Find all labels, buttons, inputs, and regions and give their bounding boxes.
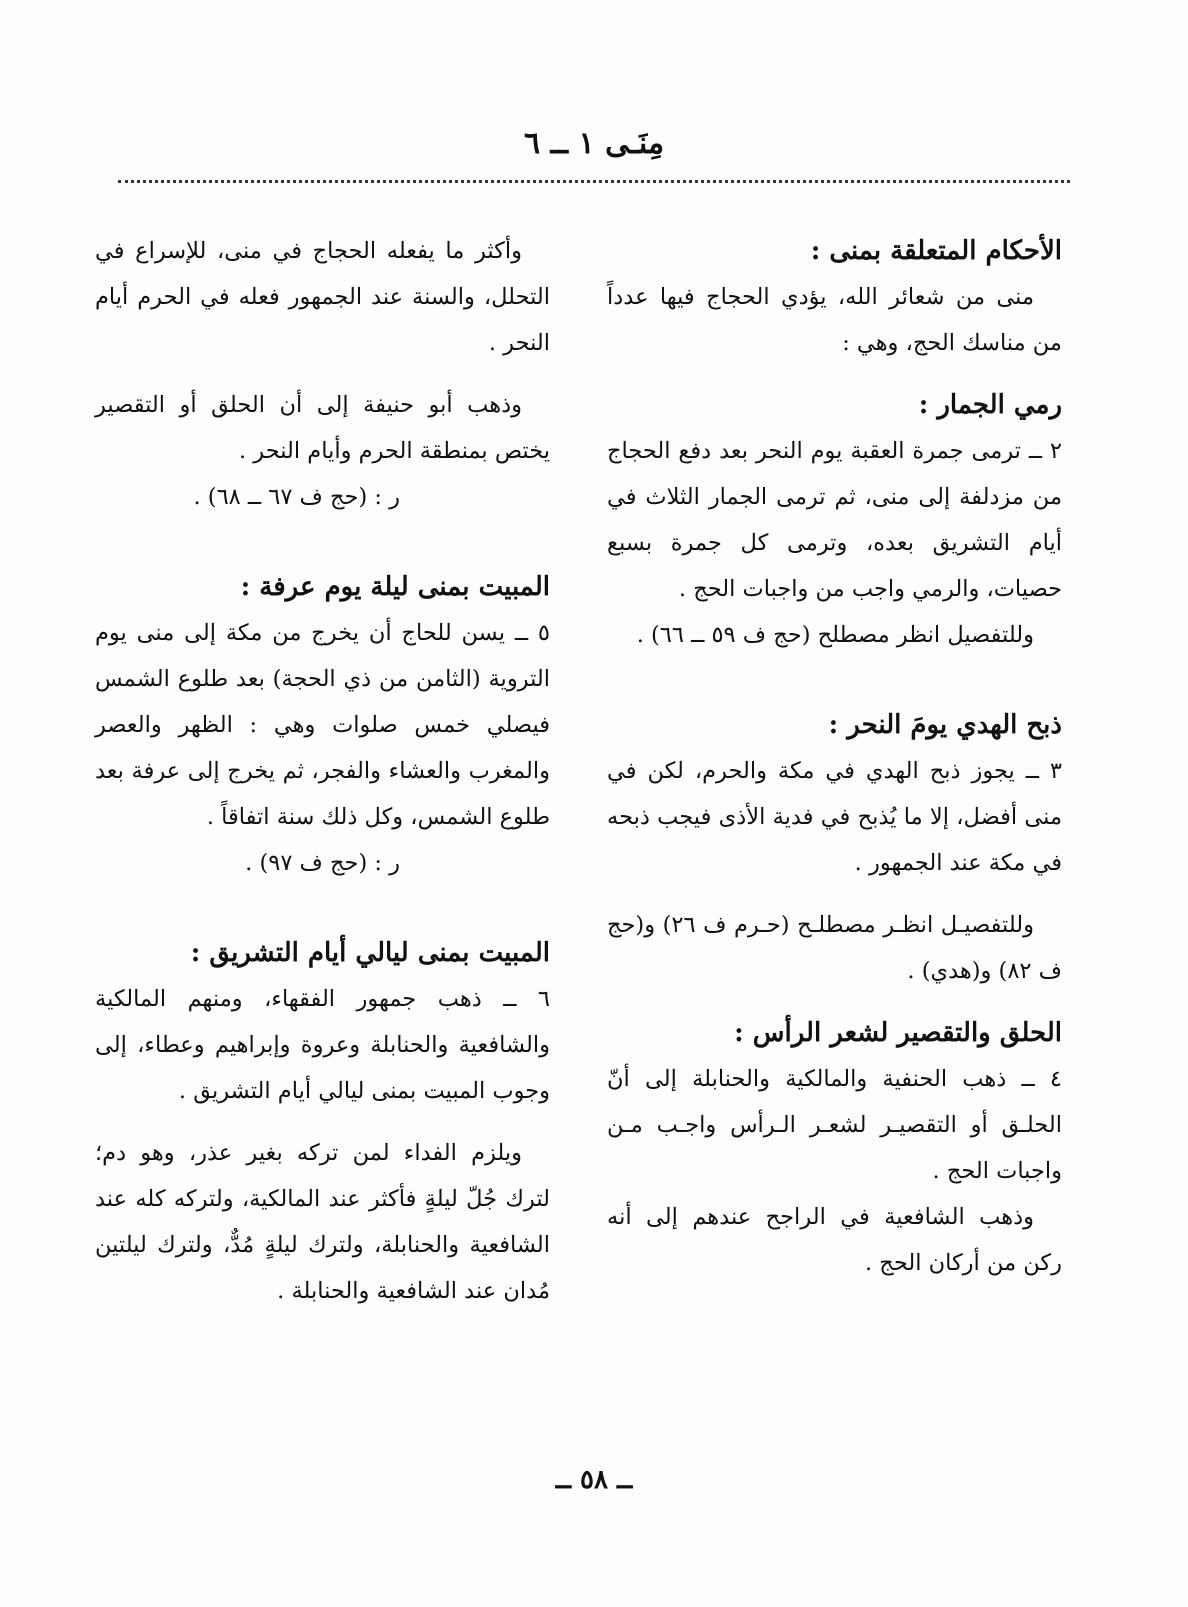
- paragraph: ٥ ــ يسن للحاج أن يخرج من مكة إلى منى يوم التروية (الثامن من ذي الحجة) بعد طلوع الشمس فيصلي خمس صلوات وهي : الظهر والعصر والمغرب والعشاء والفجر، ثم يخرج إلى عرفة بعد طلوع الشمس، وكل ذلك سنة اتفاقاً .: [95, 620, 550, 830]
- section-heading: المبيت بمنى ليلة يوم عرفة :: [240, 572, 550, 602]
- header-dotted-rule: [118, 180, 1070, 183]
- running-title: مِنَـى ١ ــ ٦: [523, 126, 665, 161]
- page-number: ــ ٥٨ ــ: [555, 1465, 633, 1495]
- paragraph: وللتفصيل انظر مصطلح (حج ف ٥٩ ــ ٦٦) .: [636, 622, 1034, 648]
- paragraph: ويلزم الفداء لمن تركه بغير عذر، وهو دم؛ لترك جُلّ ليلةٍ فأكثر عند المالكية، ولتركه كله عند الشافعية والحنابلة، ولترك ليلةٍ مُدٌّ، ولترك ليلتين مُدان عند الشافعية والحنابلة .: [95, 1140, 550, 1304]
- reference-line: ر : (حج ف ٦٧ ــ ٦٨) .: [193, 484, 400, 510]
- reference-line: ر : (حج ف ٩٧) .: [245, 850, 400, 876]
- paragraph: وللتفصيـل انظـر مصطلـح (حـرم ف ٢٦) و(حج ف ٨٢) و(هدي) .: [607, 912, 1062, 984]
- paragraph: وأكثر ما يفعله الحجاج في منى، للإسراع في التحلل، والسنة عند الجمهور فعله في الحرم أيام النحر .: [95, 238, 550, 356]
- section-heading: المبيت بمنى ليالي أيام التشريق :: [190, 938, 550, 968]
- right-column: [607, 228, 1062, 1286]
- section-heading: الأحكام المتعلقة بمنى :: [810, 236, 1062, 266]
- paragraph: ٤ ــ ذهب الحنفية والمالكية والحنابلة إلى أنّ الحلـق أو التقصيـر لشعـر الـرأس واجـب مـن واجبات الحج .: [607, 1066, 1062, 1184]
- paragraph: منى من شعائر الله، يؤدي الحجاج فيها عدداً من مناسك الحج، وهي :: [607, 284, 1062, 356]
- section-heading: الحلق والتقصير لشعر الرأس :: [734, 1018, 1062, 1048]
- paragraph: وذهب الشافعية في الراجح عندهم إلى أنه ركن من أركان الحج .: [607, 1204, 1062, 1276]
- section-heading: ذبح الهدي يومَ النحر :: [828, 710, 1062, 740]
- paragraph: ٢ ــ ترمى جمرة العقبة يوم النحر بعد دفع الحجاج من مزدلفة إلى منى، ثم ترمى الجمار الثلاث في أيام التشريق بعده، وترمى كل جمرة بسبع حصيات، والرمي واجب من واجبات الحج .: [607, 438, 1062, 602]
- paragraph: وذهب أبو حنيفة إلى أن الحلق أو التقصير يختص بمنطقة الحرم وأيام النحر .: [95, 392, 550, 464]
- left-column: [95, 228, 550, 1314]
- paragraph: ٣ ــ يجوز ذبح الهدي في مكة والحرم، لكن في منى أفضل، إلا ما يُذبح في فدية الأذى فيجب ذبحه في مكة عند الجمهور .: [607, 758, 1062, 876]
- section-heading: رمي الجمار :: [918, 390, 1062, 420]
- paragraph: ٦ ــ ذهب جمهور الفقهاء، ومنهم المالكية والشافعية والحنابلة وعروة وإبراهيم وعطاء، إلى وجوب المبيت بمنى ليالي أيام التشريق .: [95, 986, 550, 1104]
